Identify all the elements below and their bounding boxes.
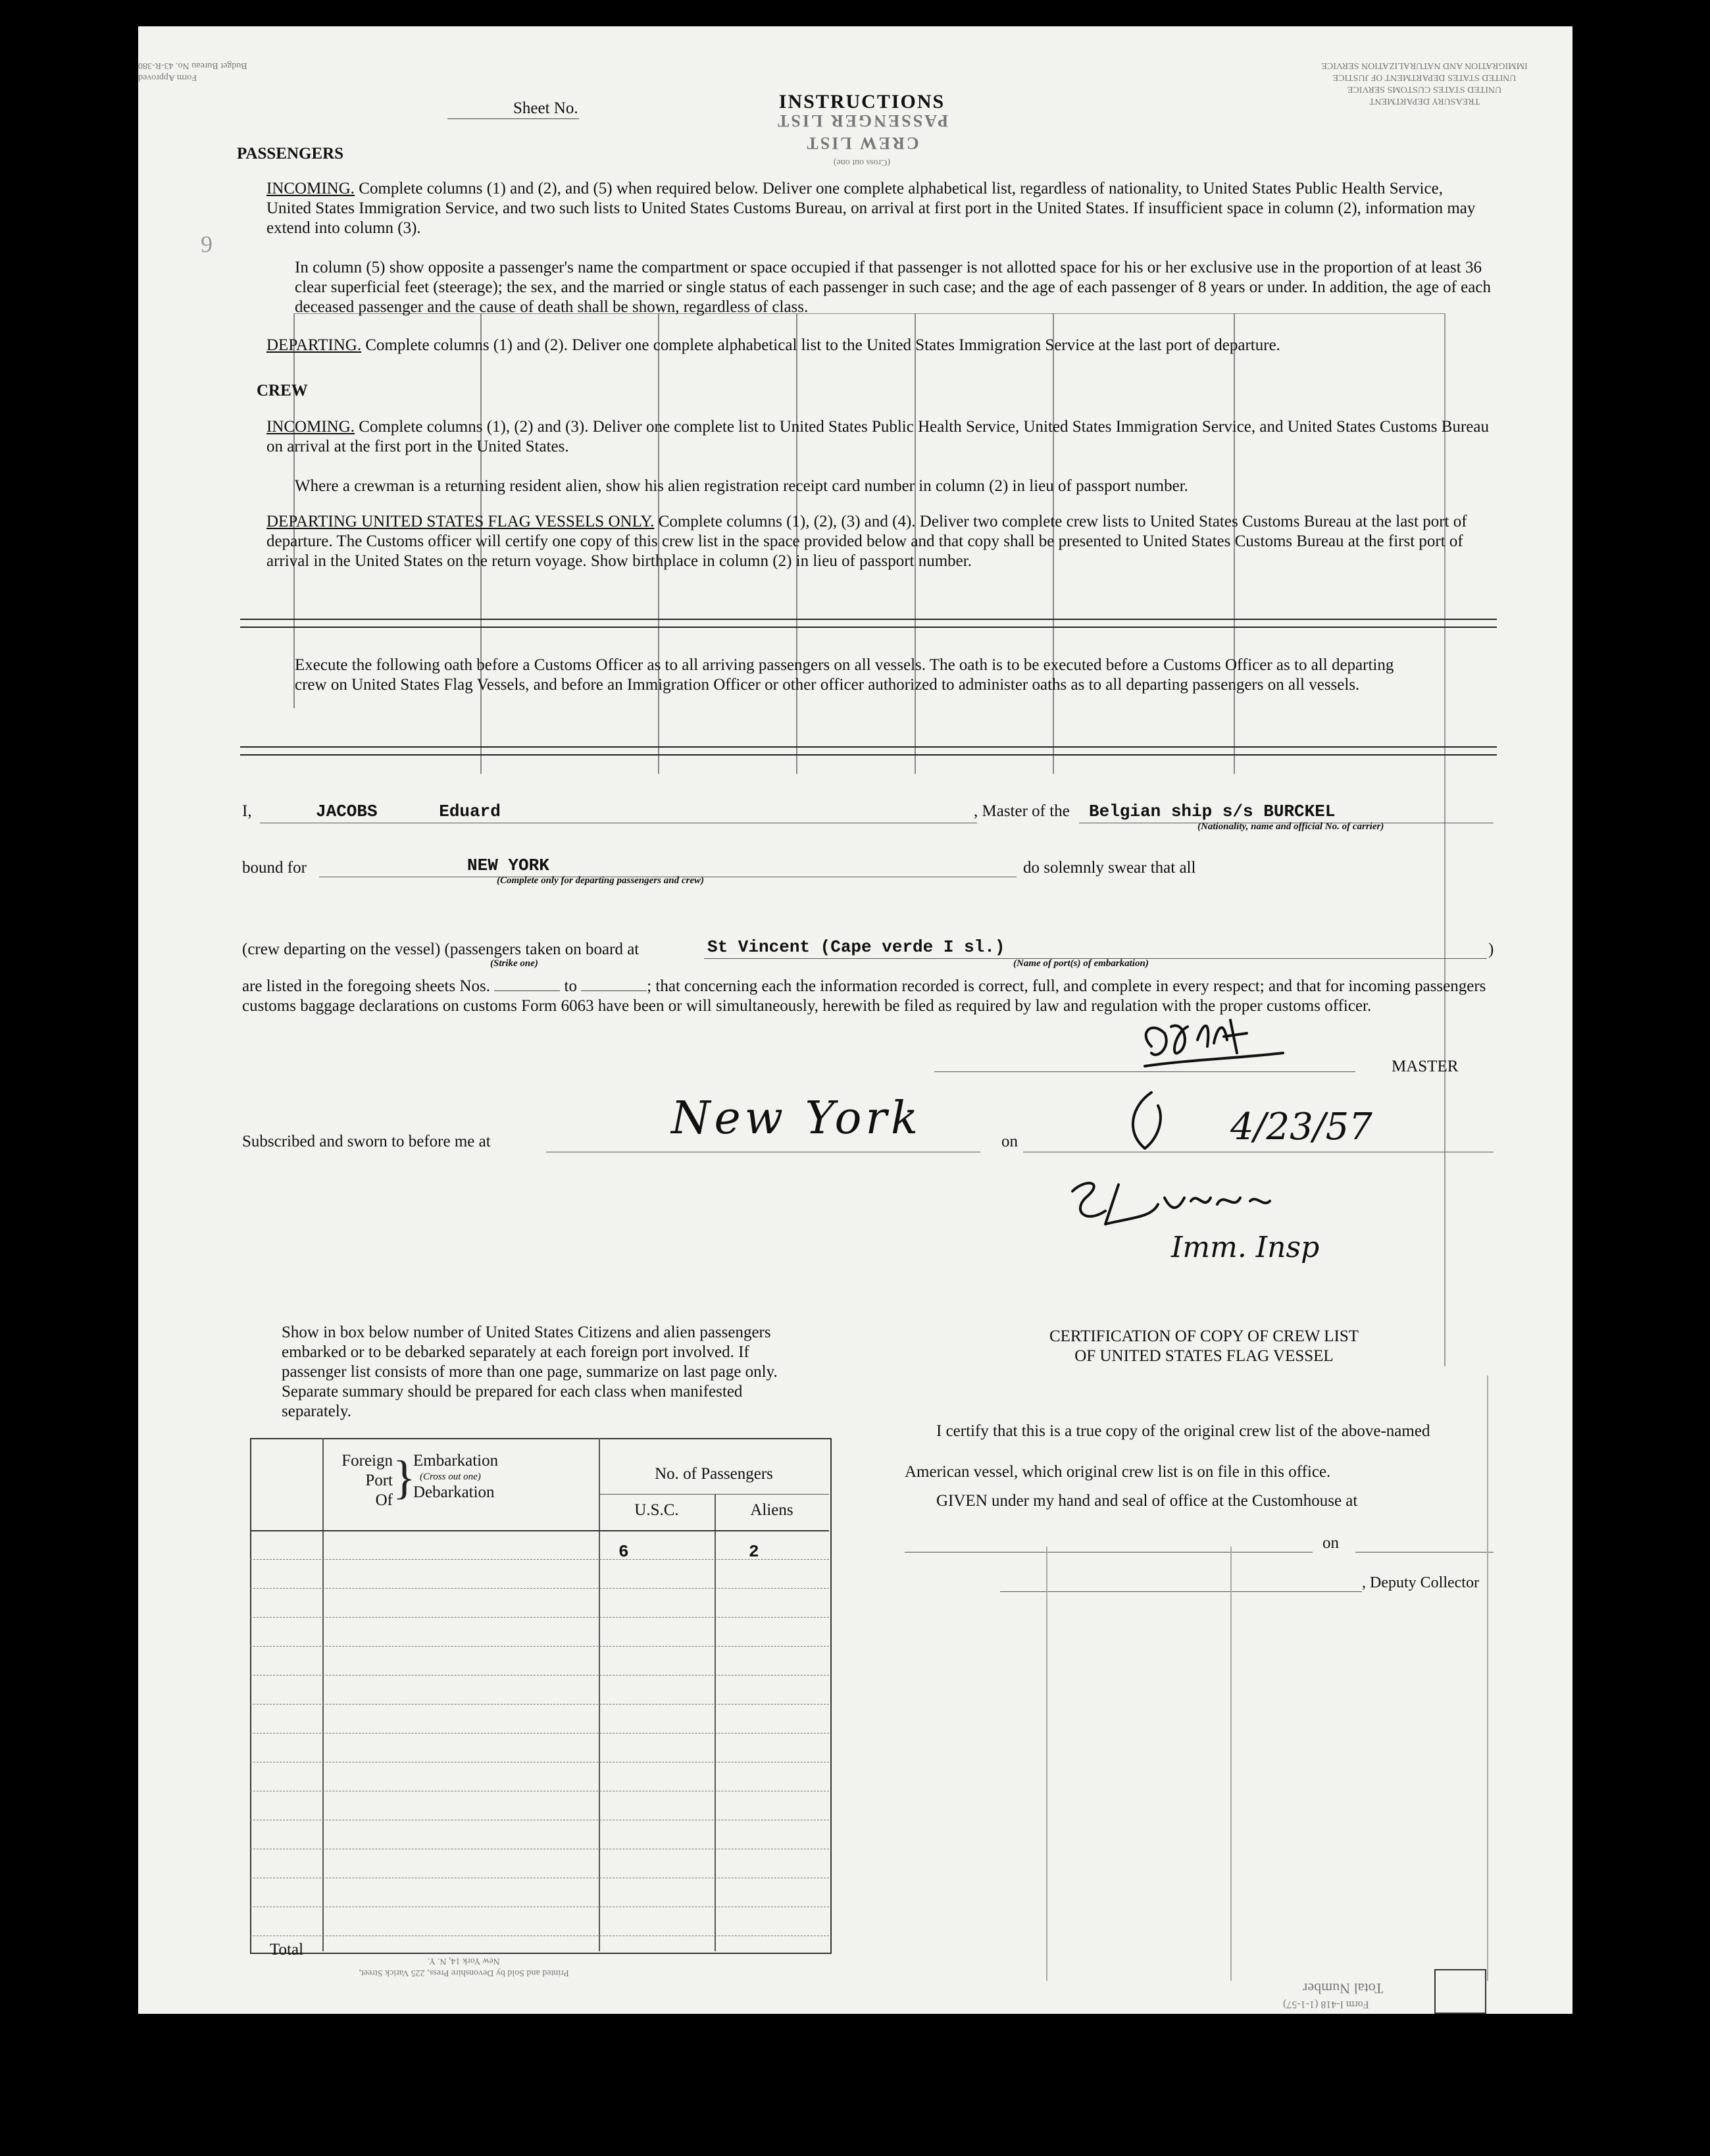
col-of: Of [375,1491,393,1509]
bound-for-value: NEW YORK [467,856,549,875]
aliens-header: Aliens [750,1501,793,1519]
oath-instructions: Execute the following oath before a Customs Officer as to all arriving passengers on all vessels. The oath is to be executed before a Customs Officer as to all departing crew on United States Flag Vessels, and before an Immigration Officer or other officer authorized to administer oaths as to all departing passengers on all vessels. [295,656,1394,694]
total-number-box [1434,1969,1486,2014]
summary-row-rule [250,1588,829,1589]
no-of-passengers-header: No. of Passengers [655,1465,773,1483]
crew-departing-label: DEPARTING UNITED STATES FLAG VESSELS ONLY. [266,513,655,530]
master-signature [1125,1007,1322,1079]
officer-title-value: Imm. Insp [1171,1231,1320,1264]
form-number: Form I-418 (1-1-57) [1283,1999,1369,2010]
divider-rule [240,619,1497,620]
summary-row-rule [250,1646,829,1647]
col-port: Port [365,1472,393,1489]
vessel-value: Belgian ship s/s BURCKEL [1089,802,1336,821]
embark-debark-label [413,1451,597,1502]
certification-title [921,1327,1487,1366]
passengers-heading: PASSENGERS [237,145,344,163]
bound-for-label: bound for [242,859,307,877]
incoming-label: INCOMING. [266,180,355,197]
swear-text: do solemnly swear that all [1023,859,1196,877]
summary-row-rule [250,1675,829,1676]
bound-for-caption: (Complete only for departing passengers and crew) [497,875,704,886]
ghost-col-line [1487,1375,1488,1981]
strike-one-caption: (Strike one) [490,958,538,969]
col-cross-out: (Cross out one) [420,1472,481,1482]
certification-text-1: I certify that this is a true copy of the original crew list of the above-named American vessel, which original crew list is on file in this office. [905,1422,1430,1481]
departing-label: DEPARTING. [266,336,362,354]
summary-col-line [715,1494,716,1951]
certification-text-2: GIVEN under my hand and seal of office at the Customhouse at [936,1492,1358,1510]
cert-date-line [1355,1552,1494,1553]
departing-passengers-block [266,336,1490,355]
crew-departing-text: Complete columns (1), (2), (3) and (4). Deliver two complete crew lists to United States Customs Bureau at the last port of departure. The Customs officer will certify one copy of this crew list in the space provided below and that copy shall be presented to United States Customs Bureau at the first port of arrival in the United States on the return voyage. Show birthplace in column (2) in lieu of passport number. [266,513,1467,570]
summary-total-label: Total [270,1941,304,1959]
form-approved-note [138,59,296,83]
departing-text: Complete columns (1) and (2). Deliver one complete alphabetical list to the United States Immigration Service at the last port of departure. [365,336,1280,354]
printer-note: Printed and Sold by Devonshire Press, 225 Varick Street, New York 14, N. Y. [359,1956,569,1978]
summary-foreign-port-label [327,1451,393,1510]
summary-header-rule [250,1530,829,1531]
margin-mark: 9 [201,231,213,257]
port-caption: (Name of port(s) of embarkation) [1013,958,1149,969]
passenger-list-title: PASSENGER LIST [776,111,948,130]
listed-text-a: are listed in the foregoing sheets Nos. [242,977,490,995]
justice-text: UNITED STATES DEPARTMENT OF JUSTICE [1332,72,1517,82]
vessel-caption: (Nationality, name and official No. of carrier) [1197,821,1384,832]
cert-on-label: on [1322,1534,1339,1552]
cert-place-line [905,1552,1313,1553]
ghost-col-line [1230,1547,1232,1981]
crew-heading: CREW [257,382,308,399]
sworn-place-value: New York [671,1092,922,1144]
master-label: MASTER [1392,1058,1459,1075]
sheet-to-blank[interactable] [581,990,647,991]
divider-rule [240,746,1497,748]
incoming-passengers-block [266,179,1490,238]
oath-i-label: I, [242,802,252,820]
summary-row-rule [250,1704,829,1705]
instructions-title: INSTRUCTIONS [778,91,945,113]
sheet-no-line [447,118,579,119]
deputy-collector-line [1000,1591,1362,1592]
incoming-paragraph-2: In column (5) show opposite a passenger's name the compartment or space occupied if that passenger is not allotted space for his or her exclusive use in the proportion of at least 36 clear superficial feet (steerage); the sex, and the married or single status of each passenger in such case; and the age of each passenger of 8 years or under. In addition, the age of each deceased passenger and the cause of death shall be shown, regardless of class. [295,259,1491,316]
agency-header [1316,59,1533,107]
crew-incoming-label: INCOMING. [266,418,355,436]
crew-incoming-text: Complete columns (1), (2) and (3). Deliver one complete list to United States Public Health Service, United States Immigration Service, and United States Customs Bureau on arrival at the first port in the United States. [266,418,1489,455]
master-name-value: JACOBS Eduard [316,802,501,821]
sworn-on-label: on [1001,1133,1018,1150]
customs-service-text: UNITED STATES CUSTOMS SERVICE [1347,84,1502,94]
crew-list-title: CREW LIST [805,134,919,153]
budget-bureau-text: Budget Bureau No. 43-R-380 [138,61,247,70]
col-embarkation: Embarkation [413,1452,499,1470]
incoming-paragraph-1: Complete columns (1) and (2), and (5) when required below. Deliver one complete alphabetical list, regardless of nationality, to United States Public Health Service, United States Immigration Service, and two such lists to United States Customs Bureau, on arrival at first port in the United States. If insufficient space in column (2), information may extend into column (3). [266,180,1476,237]
summary-col-line [322,1438,324,1951]
summary-instructions: Show in box below number of United States Citizens and alien passengers embarked or to be debarked separately at each foreign port involved. If passenger list consists of more than one page, summarize on last page only. Separate summary should be prepared for each class when manifested separately. [282,1323,778,1420]
brace-glyph: } [393,1451,416,1504]
aliens-value: 2 [749,1542,759,1562]
treasury-text: TREASURY DEPARTMENT [1369,96,1480,106]
summary-header-split [599,1494,829,1495]
port-embarked-value: St Vincent (Cape verde I sl.) [707,937,1005,957]
cert-title-line-2: OF UNITED STATES FLAG VESSEL [1074,1347,1334,1365]
listed-to: to [564,977,577,995]
summary-row-rule [250,1559,829,1560]
divider-rule [240,754,1497,756]
immigration-text: IMMIGRATION AND NATURALIZATION SERVICE [1321,61,1528,70]
divider-rule [240,627,1497,628]
usc-value: 6 [618,1542,629,1562]
usc-header: U.S.C. [634,1501,679,1519]
master-of-label: , Master of the [974,802,1070,820]
sheet-no-label: Sheet No. [513,99,578,117]
col-foreign: Foreign [341,1452,393,1470]
col-debarkation: Debarkation [413,1483,495,1501]
total-number-label: Total Number [1303,1980,1384,1997]
subscribed-label: Subscribed and sworn to before me at [242,1133,491,1150]
ghost-col-line [293,313,295,708]
deputy-collector-label: , Deputy Collector [1362,1574,1479,1591]
ghost-col-line [1046,1547,1047,1981]
form-approved-text: Form Approved [138,72,197,82]
document-page [138,26,1572,2014]
crew-departing-block [266,512,1490,571]
sworn-date-value: 4/23/57 [1230,1106,1372,1148]
crew-incoming-block [266,417,1490,457]
listed-text-b: ; that concerning each the information recorded is correct, full, and complete in every respect; and that for incoming passengers customs baggage declarations on customs Form 6063 have been or will simultaneously, herewith be filed as required by law and regulation with the proper customs officer. [242,977,1486,1015]
paren-close: ) [1488,940,1494,958]
cross-out-note: (Cross out one) [833,157,891,167]
crew-departing-label: (crew departing on the vessel) (passengers taken on board at [242,940,640,958]
sworn-date-flourish [1112,1086,1191,1158]
crew-alien-text: Where a crewman is a returning resident alien, show his alien registration receipt card number in column (2) in lieu of passport number. [295,477,1188,495]
inspector-signature [1059,1171,1322,1237]
summary-row-rule [250,1617,829,1618]
ghost-col-line [1444,313,1446,1366]
cert-title-line-1: CERTIFICATION OF COPY OF CREW LIST [1049,1327,1359,1345]
sheet-from-blank[interactable] [494,990,560,991]
